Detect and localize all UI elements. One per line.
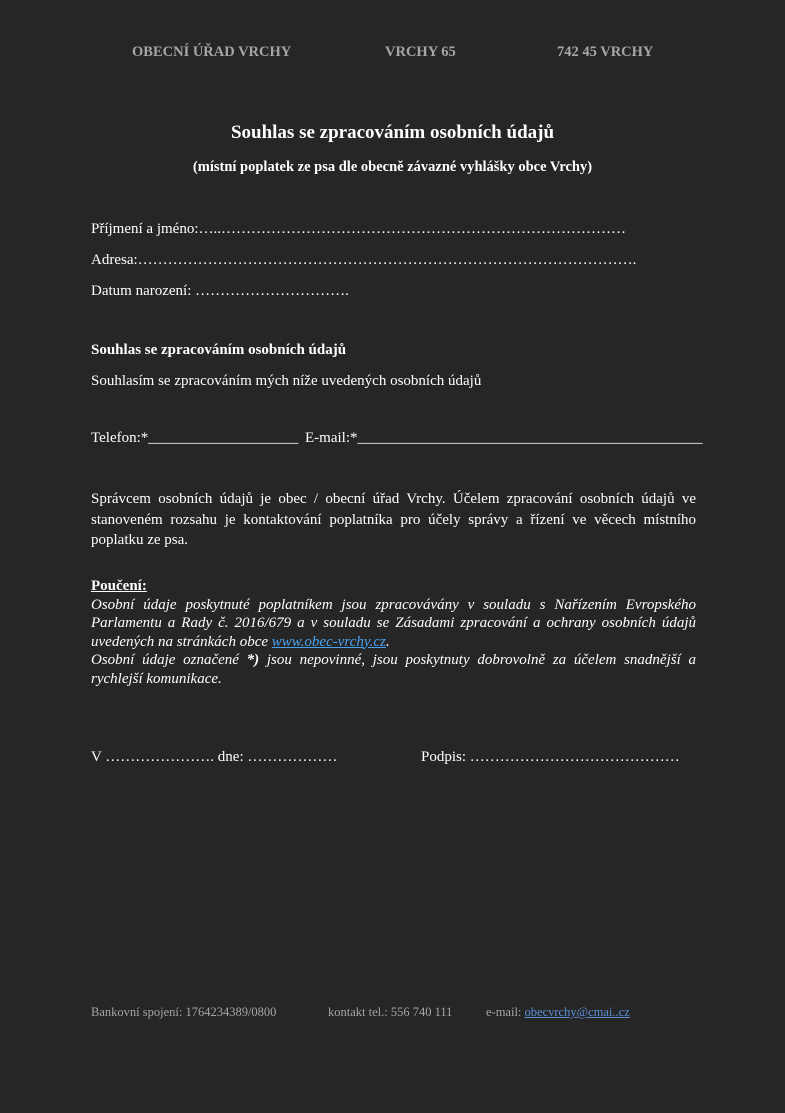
phone-field[interactable]: Telefon:*____________________ [91, 430, 299, 446]
instruction-section [91, 577, 696, 688]
controller-line-1: Správcem osobních údajů je obec / obecní úřad Vrchy. Účelem zpracování osobních údajů ve [91, 491, 696, 507]
instruction-line-4: Osobní údaje označené *) jsou nepovinné, jsou poskytnuty dobrovolně za účelem snadnější a [91, 652, 696, 668]
header-office: OBECNÍ ÚŘAD VRCHY [132, 44, 292, 60]
signature-field[interactable]: Podpis: …………………………………… [421, 749, 680, 765]
address-field[interactable]: Adresa:………………………………………………………………………………………. [91, 252, 637, 268]
name-field[interactable]: Příjmení a jméno:…..……………………………………………………………………… [91, 221, 626, 237]
instruction-heading: Poučení: [91, 578, 147, 594]
controller-paragraph [91, 489, 696, 551]
place-date-field[interactable]: V …………………. dne: ……………… [91, 749, 338, 765]
consent-heading: Souhlas se zpracováním osobních údajů [91, 342, 347, 358]
instruction-line-1: Osobní údaje poskytnuté poplatníkem jsou zpracovávány v souladu s Nařízením Evropského [91, 596, 696, 613]
municipality-website-link[interactable]: www.obec-vrchy.cz [271, 633, 386, 650]
header-street: VRCHY 65 [385, 44, 456, 60]
header-postcode: 742 45 VRCHY [557, 44, 654, 60]
instruction-line-2: Parlamentu a Rady č. 2016/679 a v souladu se Zásadami zpracování a ochrany osobních údajů [91, 615, 696, 631]
birth-date-field[interactable]: Datum narození: …………………………. [91, 283, 349, 299]
controller-line-3: poplatku ze psa. [91, 532, 189, 548]
document-title: Souhlas se zpracováním osobních údajů [230, 122, 555, 143]
consent-text: Souhlasím se zpracováním mých níže uvedených osobních údajů [91, 373, 482, 389]
instruction-line-5: rychlejší komunikace. [91, 670, 222, 687]
footer-phone: kontakt tel.: 556 740 111 [328, 1005, 453, 1019]
controller-line-2: stanoveném rozsahu je kontaktování poplatníka pro účely správy a řízení ve věcech místního [91, 511, 696, 528]
instruction-line-3: uvedených na stránkách obce www.obec-vrchy.cz. [91, 633, 390, 650]
footer-email-link[interactable]: obecvrchy@cmai..cz [524, 1005, 630, 1019]
document-subtitle: (místní poplatek ze psa dle obecně závazné vyhlášky obce Vrchy) [192, 159, 593, 175]
footer-email: e-mail: obecvrchy@cmai..cz [486, 1005, 630, 1019]
email-field[interactable]: E-mail:*______________________________________________ [305, 430, 703, 446]
footer-bank: Bankovní spojení: 1764234389/0800 [91, 1005, 277, 1019]
